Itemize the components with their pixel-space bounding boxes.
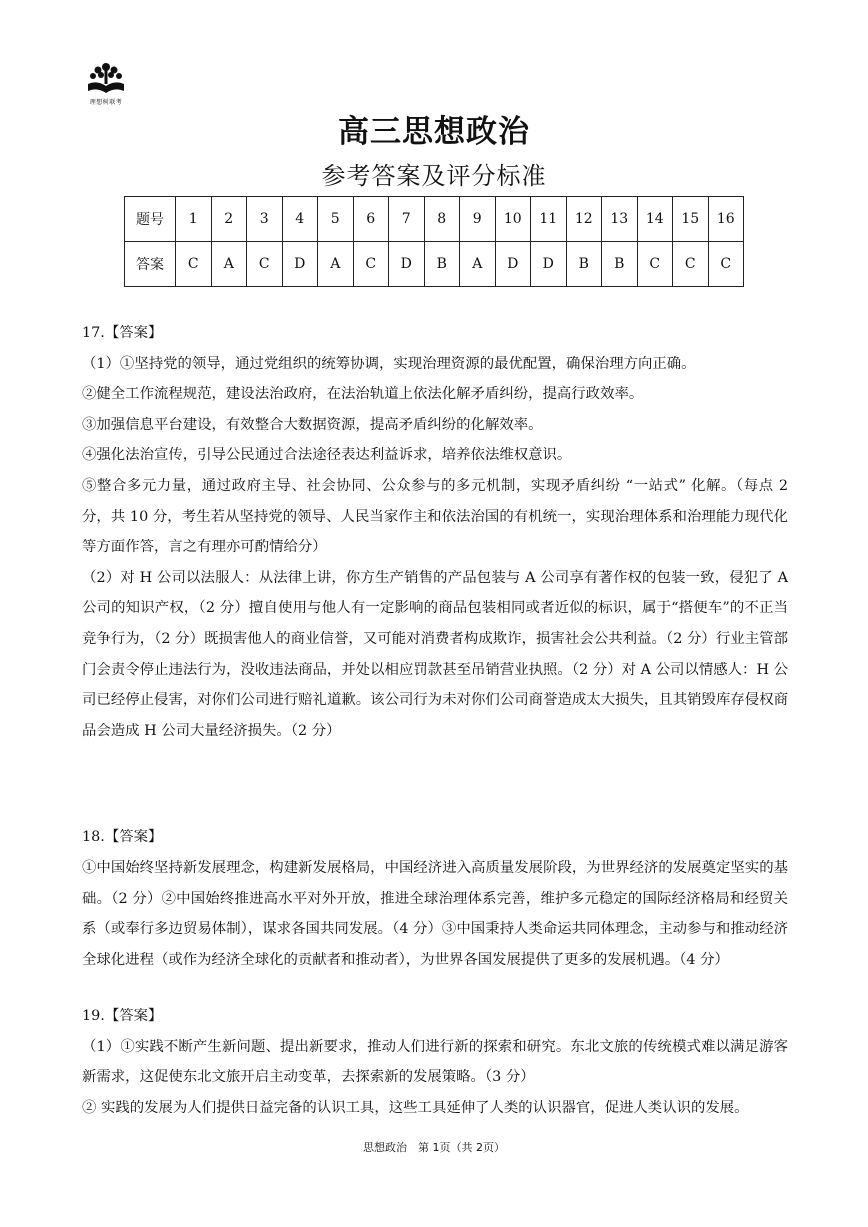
- answer-content: [82, 318, 788, 1124]
- question-number: 7: [389, 197, 425, 242]
- q19-heading: 19.【答案】: [82, 1008, 163, 1025]
- q19-paragraph: ② 实践的发展为人们提供日益完备的认识工具，这些工具延伸了人类的认识器官，促进人类认识的发展。: [82, 1100, 749, 1117]
- section-gap: [82, 975, 788, 1001]
- logo: [84, 60, 128, 106]
- answer-cell: D: [495, 242, 531, 287]
- q17-paragraph: ③加强信息平台建设，有效整合大数据资源，提高矛盾纠纷的化解效率。: [82, 416, 543, 433]
- page-footer: 思想政治 第 1页（共 2页）: [363, 1141, 505, 1154]
- page-subtitle: 参考答案及评分标准: [321, 162, 547, 190]
- question-number: 5: [318, 197, 354, 242]
- answer-cell: B: [602, 242, 638, 287]
- answer-cell: B: [566, 242, 602, 287]
- row-label-number: 题号: [125, 197, 176, 242]
- question-number: 11: [531, 197, 567, 242]
- question-number: 6: [353, 197, 389, 242]
- answer-cell: D: [531, 242, 567, 287]
- question-number: 13: [602, 197, 638, 242]
- question-number-row: [125, 197, 744, 242]
- answer-cell: C: [247, 242, 283, 287]
- q18-paragraph: ①中国始终坚持新发展理念，构建新发展格局，中国经济进入高质量发展阶段，为世界经济的发展奠定坚实的基础。（2 分）②中国始终推进高水平对外开放，推进全球治理体系完善，维护多元稳定的国际经济格局和经贸关系（或奉行多边贸易体制），谋求各国共同发展。（4 分）③中国秉持人类命运共同体理念，主动参与和推动经济全球化进程（或作为经济全球化的贡献者和推动者），为世界各国发展提供了更多的发展机遇。（4 分）: [82, 859, 788, 968]
- answer-cell: D: [389, 242, 425, 287]
- q17-paragraph: ⑤整合多元力量，通过政府主导、社会协同、公众参与的多元机制，实现矛盾纠纷 “一站式” 化解。（每点 2 分，共 10 分，考生若从坚持党的领导、人民当家作主和依法治国的有机统一，实现治理体系和治理能力现代化等方面作答，言之有理亦可酌情给分）: [82, 477, 788, 556]
- row-label-answer: 答案: [125, 242, 176, 287]
- question-number: 16: [708, 197, 744, 242]
- question-number: 4: [282, 197, 318, 242]
- question-number: 3: [247, 197, 283, 242]
- tree-book-logo-icon: [84, 60, 128, 96]
- answer-cell: A: [211, 242, 247, 287]
- answer-cell: C: [673, 242, 709, 287]
- q18-heading: 18.【答案】: [82, 829, 163, 846]
- logo-text: 理想树联考: [89, 99, 123, 106]
- answer-cell: C: [176, 242, 212, 287]
- question-number: 9: [460, 197, 496, 242]
- page-title: 高三思想政治: [338, 114, 530, 150]
- q17-paragraph: ②健全工作流程规范，建设法治政府，在法治轨道上依法化解矛盾纠纷，提高行政效率。: [82, 386, 644, 403]
- answer-cell: C: [637, 242, 673, 287]
- question-number: 2: [211, 197, 247, 242]
- question-number: 8: [424, 197, 460, 242]
- question-number: 10: [495, 197, 531, 242]
- q17-paragraph: （2）对 H 公司以法服人：从法律上讲，你方生产销售的产品包装与 A 公司享有著作权的包装一致，侵犯了 A 公司的知识产权，（2 分）擅自使用与他人有一定影响的商品包装相同或者近似的标识，属于“搭便车”的不正当竞争行为，（2 分）既损害他人的商业信誉，又可能对消费者构成欺诈，损害社会公共利益。（2 分）行业主管部门会责令停止违法行为，没收违法商品，并处以相应罚款甚至吊销营业执照。（2 分）对 A 公司以情感人：H 公司已经停止侵害，对你们公司进行赔礼道歉。该公司行为未对你们公司商誉造成太大损失，且其销毁库存侵权商品会造成 H 公司大量经济损失。（2 分）: [82, 569, 788, 739]
- q19-paragraph: （1）①实践不断产生新问题、提出新要求，推动人们进行新的探索和研究。东北文旅的传统模式难以满足游客新需求，这促使东北文旅开启主动变革，去探索新的发展策略。（3 分）: [82, 1038, 788, 1086]
- answer-cell: C: [708, 242, 744, 287]
- section-gap: [82, 746, 788, 822]
- answer-cell: A: [318, 242, 354, 287]
- q17-paragraph: ④强化法治宣传，引导公民通过合法途径表达利益诉求，培养依法维权意识。: [82, 447, 572, 464]
- q17-heading: 17.【答案】: [82, 325, 163, 341]
- q17-paragraph: （1）①坚持党的领导，通过党组织的统筹协调，实现治理资源的最优配置，确保治理方向正确。: [82, 355, 696, 372]
- answer-cell: D: [282, 242, 318, 287]
- question-number: 1: [176, 197, 212, 242]
- answer-row: [125, 242, 744, 287]
- answer-cell: C: [353, 242, 389, 287]
- question-number: 15: [673, 197, 709, 242]
- answer-table: [124, 196, 744, 287]
- question-number: 14: [637, 197, 673, 242]
- answer-cell: A: [460, 242, 496, 287]
- answer-cell: B: [424, 242, 460, 287]
- question-number: 12: [566, 197, 602, 242]
